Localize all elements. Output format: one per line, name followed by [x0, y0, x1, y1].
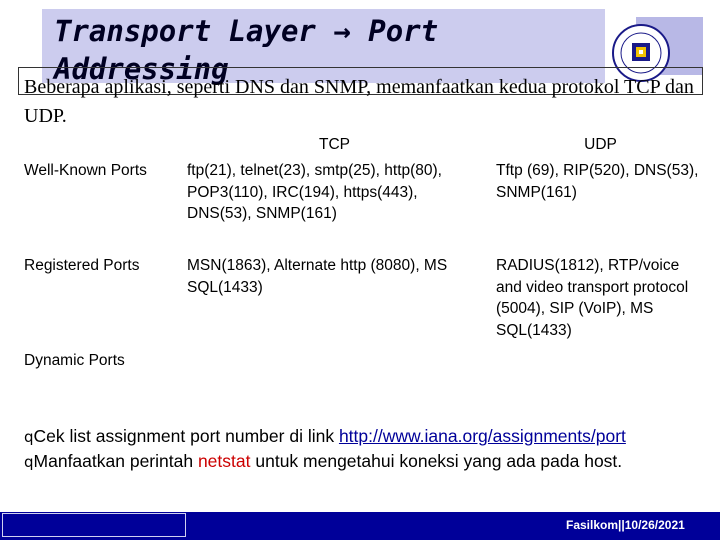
row-label: Dynamic Ports: [24, 352, 125, 369]
list-item: [24, 424, 720, 449]
row-label: Registered Ports: [24, 257, 140, 274]
ports-table: [18, 131, 705, 372]
tcp-cell: [182, 350, 490, 372]
note-text: Manfaatkan perintah: [33, 451, 198, 471]
note-text: Cek list assignment port number di link: [33, 426, 339, 446]
netstat-command: netstat: [197, 451, 251, 471]
slide-title: Transport Layer → Port Addressing: [54, 14, 439, 86]
table-row: [18, 350, 705, 372]
bullet-marker: q: [24, 453, 34, 471]
footer-box: [2, 513, 186, 537]
footer-text: Fasilkom||10/26/2021: [566, 518, 685, 532]
list-item: [24, 449, 720, 474]
note-text: untuk mengetahui koneksi yang ada pada host.: [250, 451, 623, 471]
tcp-cell: ftp(21), telnet(23), smtp(25), http(80), POP3(110), IRC(194), https(443), DNS(53), SNMP(161): [187, 162, 442, 222]
udp-cell: Tftp (69), RIP(520), DNS(53), SNMP(161): [496, 162, 699, 201]
table-row: [18, 255, 705, 350]
footer-bar: [0, 512, 720, 540]
intro-text: Beberapa aplikasi, seperti DNS dan SNMP, memanfaatkan kedua protokol TCP dan UDP.: [24, 76, 694, 127]
udp-cell: RADIUS(1812), RTP/voice and video transport protocol (5004), SIP (VoIP), MS SQL(1433): [496, 257, 689, 339]
iana-link[interactable]: http://www.iana.org/assignments/port: [338, 426, 626, 446]
tcp-cell: MSN(1863), Alternate http (8080), MS SQL(1433): [187, 257, 448, 296]
row-label: Well-Known Ports: [24, 162, 147, 179]
table-row: [18, 160, 705, 255]
table-header-row: [18, 131, 705, 160]
udp-cell: [490, 350, 705, 372]
table-header-udp: UDP: [584, 136, 617, 153]
bullet-marker: q: [24, 428, 34, 446]
notes-list: [24, 424, 720, 474]
table-header-tcp: TCP: [319, 136, 350, 153]
table-header-empty: [18, 131, 182, 160]
